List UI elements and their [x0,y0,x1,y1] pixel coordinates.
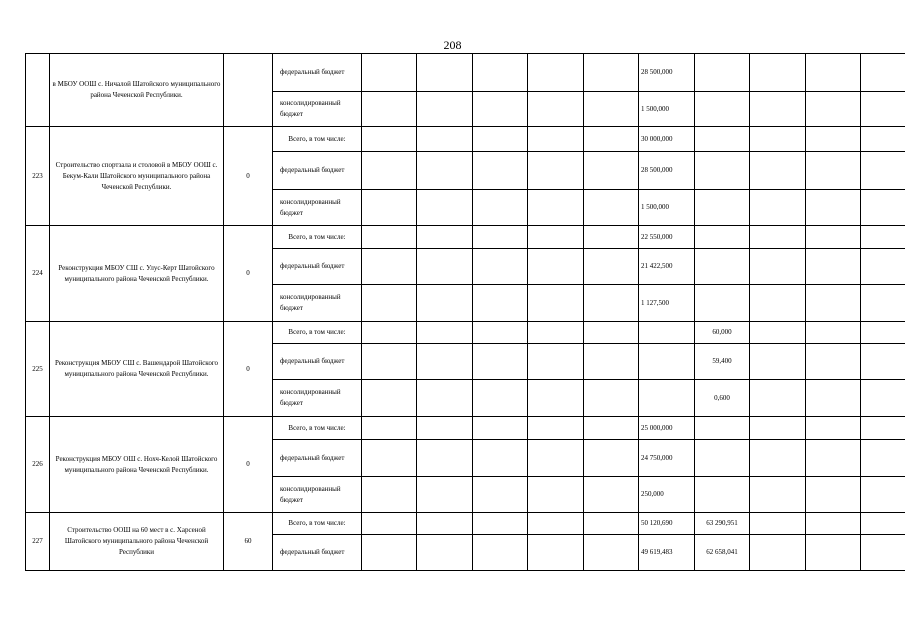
value-cell [362,322,417,344]
value-cell [417,92,473,127]
value-cell: 1 500,000 [639,92,695,127]
value-cell [806,440,861,477]
value-cell: 22 550,000 [639,226,695,249]
value-cell [528,92,584,127]
value-cell [473,477,528,513]
value-cell [473,190,528,226]
table-row [26,54,905,92]
value-cell [584,380,639,417]
funding-source: консолидированный бюджет [273,285,362,322]
project-number: 223 [26,127,50,226]
value-cell [861,152,905,190]
value-cell [584,249,639,285]
value-cell [584,92,639,127]
table-row [26,127,905,152]
value-cell [750,190,806,226]
value-cell [528,190,584,226]
value-cell [528,152,584,190]
value-cell [417,249,473,285]
value-cell [750,440,806,477]
value-cell [417,417,473,440]
value-cell: 1 127,500 [639,285,695,322]
funding-source: Всего, в том числе: [273,417,362,440]
project-name: Реконструкция МБОУ СШ с. Вашендарой Шатойского муниципального района Чеченской Республики. [50,322,224,417]
funding-source: федеральный бюджет [273,152,362,190]
value-cell [417,54,473,92]
value-cell [806,344,861,380]
value-cell [584,190,639,226]
value-cell [528,440,584,477]
value-cell [806,380,861,417]
funding-source: федеральный бюджет [273,54,362,92]
value-cell [473,226,528,249]
value-cell [528,54,584,92]
value-cell [417,380,473,417]
value-cell [806,417,861,440]
value-cell [417,322,473,344]
value-cell [584,127,639,152]
value-cell [362,54,417,92]
value-cell: 28 500,000 [639,54,695,92]
value-cell [861,190,905,226]
value-cell [750,513,806,535]
value-cell [473,380,528,417]
value-cell: 1 500,000 [639,190,695,226]
value-cell: 50 120,690 [639,513,695,535]
project-number: 224 [26,226,50,322]
value-cell [362,190,417,226]
value-cell [584,513,639,535]
value-cell [806,513,861,535]
project-capacity: 0 [224,127,273,226]
project-capacity: 0 [224,322,273,417]
investment-projects-table [25,53,905,571]
value-cell [861,380,905,417]
value-cell [584,322,639,344]
value-cell [473,285,528,322]
value-cell: 24 750,000 [639,440,695,477]
value-cell [750,322,806,344]
value-cell [861,477,905,513]
value-cell [861,226,905,249]
value-cell [528,513,584,535]
funding-source: федеральный бюджет [273,440,362,477]
funding-source: Всего, в том числе: [273,226,362,249]
project-capacity: 60 [224,513,273,571]
value-cell [750,380,806,417]
project-name: Реконструкция МБОУ ОШ с. Нохч-Келой Шатойского муниципального района Чеченской Республики. [50,417,224,513]
value-cell [473,535,528,571]
value-cell [362,477,417,513]
value-cell [695,285,750,322]
value-cell [806,54,861,92]
value-cell [473,54,528,92]
funding-source: консолидированный бюджет [273,92,362,127]
project-number: 226 [26,417,50,513]
value-cell: 21 422,500 [639,249,695,285]
value-cell [695,54,750,92]
value-cell [806,152,861,190]
funding-source: федеральный бюджет [273,535,362,571]
value-cell [417,477,473,513]
value-cell [750,477,806,513]
value-cell [417,440,473,477]
project-name: Реконструкция МБОУ СШ с. Улус-Керт Шатойского муниципального района Чеченской Республики. [50,226,224,322]
value-cell [362,249,417,285]
value-cell [528,380,584,417]
value-cell [528,127,584,152]
value-cell [861,127,905,152]
value-cell [806,285,861,322]
value-cell [362,440,417,477]
project-capacity: 0 [224,417,273,513]
value-cell [584,344,639,380]
value-cell [806,190,861,226]
value-cell [750,92,806,127]
funding-source: федеральный бюджет [273,249,362,285]
value-cell [528,322,584,344]
value-cell [584,152,639,190]
funding-source: федеральный бюджет [273,344,362,380]
value-cell [584,535,639,571]
value-cell [750,127,806,152]
project-name: Строительство ООШ на 60 мест в с. Харсеной Шатойского муниципального района Чеченской Республики [50,513,224,571]
value-cell [861,417,905,440]
value-cell [528,535,584,571]
value-cell [861,285,905,322]
value-cell [362,152,417,190]
table-row [26,417,905,440]
value-cell [639,380,695,417]
value-cell [528,344,584,380]
value-cell: 0,600 [695,380,750,417]
value-cell [584,226,639,249]
value-cell [695,417,750,440]
value-cell [861,249,905,285]
value-cell [695,127,750,152]
value-cell [417,152,473,190]
value-cell [861,92,905,127]
value-cell [528,226,584,249]
funding-source: консолидированный бюджет [273,190,362,226]
value-cell [695,92,750,127]
value-cell [528,249,584,285]
table-row [26,226,905,249]
value-cell [750,535,806,571]
value-cell: 30 000,000 [639,127,695,152]
project-name: в МБОУ ООШ с. Ничалой Шатойского муниципального района Чеченской Республики. [50,54,224,127]
value-cell [362,92,417,127]
value-cell [750,417,806,440]
value-cell [417,190,473,226]
value-cell [750,285,806,322]
value-cell [861,54,905,92]
value-cell [528,285,584,322]
value-cell [639,344,695,380]
value-cell: 62 658,041 [695,535,750,571]
project-number: 227 [26,513,50,571]
value-cell [362,226,417,249]
value-cell [750,344,806,380]
value-cell [417,285,473,322]
funding-source: Всего, в том числе: [273,322,362,344]
value-cell: 63 290,951 [695,513,750,535]
value-cell: 28 500,000 [639,152,695,190]
value-cell [473,127,528,152]
value-cell [362,127,417,152]
project-capacity [224,54,273,127]
table-row [26,513,905,535]
value-cell [806,249,861,285]
value-cell: 59,400 [695,344,750,380]
value-cell [473,440,528,477]
value-cell [695,190,750,226]
value-cell [417,513,473,535]
value-cell [861,513,905,535]
value-cell [417,535,473,571]
value-cell [861,440,905,477]
value-cell [528,417,584,440]
value-cell [473,92,528,127]
value-cell [528,477,584,513]
value-cell [473,322,528,344]
value-cell [362,344,417,380]
value-cell [362,285,417,322]
funding-source: Всего, в том числе: [273,127,362,152]
value-cell [362,535,417,571]
value-cell [362,417,417,440]
value-cell [473,513,528,535]
value-cell [695,226,750,249]
page-number: 208 [443,38,462,52]
value-cell [417,226,473,249]
value-cell [473,249,528,285]
value-cell [473,417,528,440]
project-number [26,54,50,127]
value-cell [806,535,861,571]
value-cell [362,380,417,417]
value-cell [584,440,639,477]
value-cell [584,477,639,513]
funding-source: консолидированный бюджет [273,380,362,417]
value-cell: 25 000,000 [639,417,695,440]
value-cell [695,249,750,285]
value-cell [750,54,806,92]
value-cell [861,535,905,571]
value-cell [806,226,861,249]
value-cell [861,322,905,344]
value-cell [639,322,695,344]
value-cell [750,226,806,249]
funding-source: консолидированный бюджет [273,477,362,513]
value-cell [806,322,861,344]
table-row [26,322,905,344]
value-cell [695,152,750,190]
value-cell [750,249,806,285]
value-cell: 60,000 [695,322,750,344]
value-cell [473,152,528,190]
value-cell [584,285,639,322]
value-cell [750,152,806,190]
value-cell [806,477,861,513]
value-cell [695,440,750,477]
value-cell [473,344,528,380]
project-name: Строительство спортзала и столовой в МБОУ ООШ с. Бекум-Кали Шатойского муниципального района Чеченской Республики. [50,127,224,226]
project-number: 225 [26,322,50,417]
value-cell: 250,000 [639,477,695,513]
value-cell [417,127,473,152]
value-cell [806,127,861,152]
funding-source: Всего, в том числе: [273,513,362,535]
value-cell [584,54,639,92]
value-cell [861,344,905,380]
value-cell [362,513,417,535]
value-cell [584,417,639,440]
value-cell [417,344,473,380]
project-capacity: 0 [224,226,273,322]
value-cell: 49 619,483 [639,535,695,571]
value-cell [695,477,750,513]
value-cell [806,92,861,127]
